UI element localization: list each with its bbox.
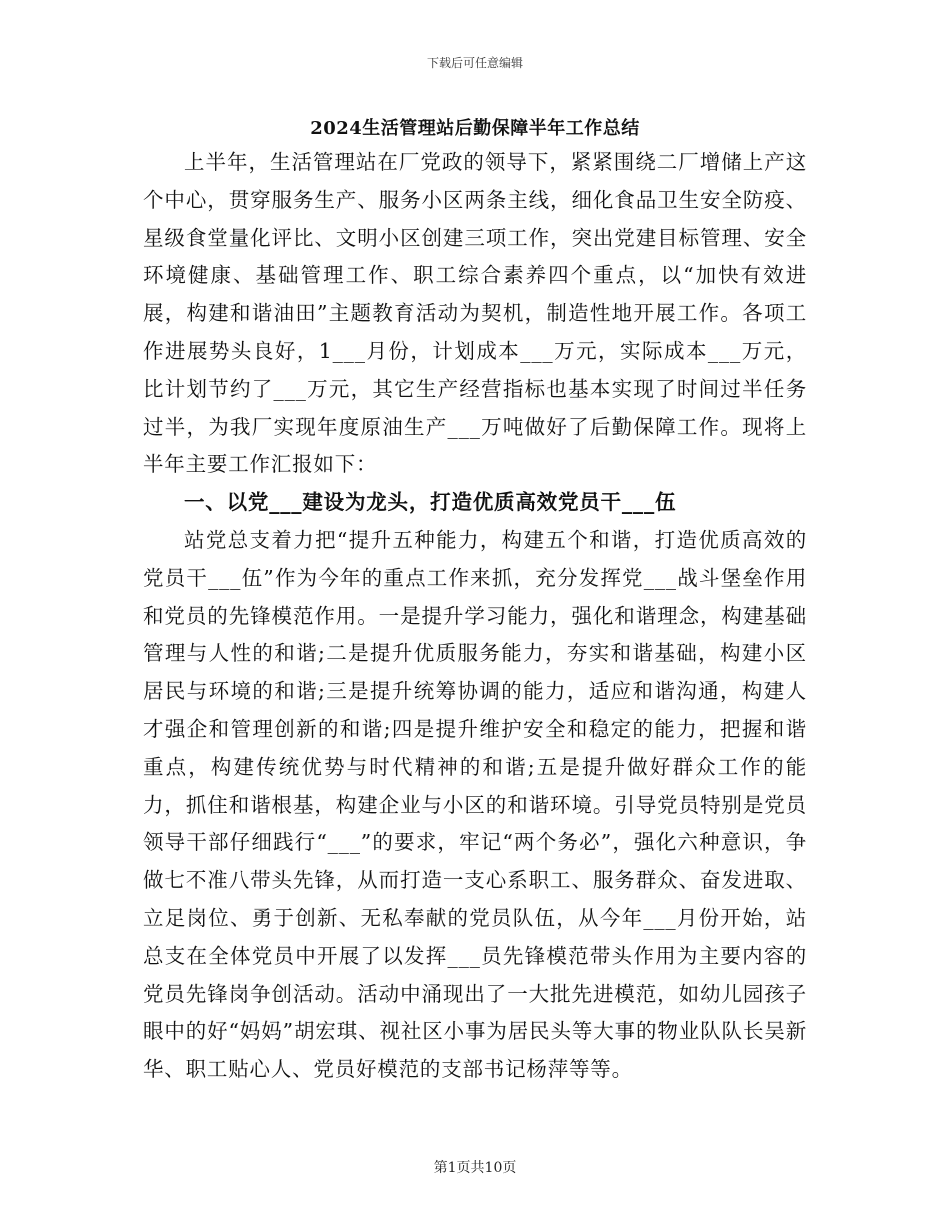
page-number: 第1页共10页 — [433, 1160, 517, 1176]
section-paragraph: 站党总支着力把“提升五种能力，构建五个和谐，打造优质高效的党员干___伍”作为今年的重点工作来抓，充分发挥党___战斗堡垒作用和党员的先锋模范作用。一是提升学习能力，强化和谐理念，构建基础管理与人性的和谐;二是提升优质服务能力，夯实和谐基础，构建小区居民与环境的和谐;三是提升统筹协调的能力，适应和谐沟通，构建人才强企和管理创新的和谐;四是提升维护安全和稳定的能力，把握和谐重点，构建传统优势与时代精神的和谐;五是提升做好群众工作的能力，抓住和谐根基，构建企业与小区的和谐环境。引导党员特别是党员领导干部仔细践行“___”的要求，牢记“两个务必”，强化六种意识，争做七不准八带头先锋，从而打造一支心系职工、服务群众、奋发进取、立足岗位、勇于创新、无私奉献的党员队伍，从今年___月份开始，站总支在全体党员中开展了以发挥___员先锋模范带头作用为主要内容的党员先锋岗争创活动。活动中涌现出了一大批先进模范，如幼儿园孩子眼中的好“妈妈”胡宏琪、视社区小事为居民头等大事的物业队队长吴新华、职工贴心人、党员好模范的支部书记杨萍等等。 — [143, 527, 807, 1082]
document-body — [143, 144, 807, 1089]
document-title: 2024生活管理站后勤保障半年工作总结 — [310, 118, 640, 139]
intro-paragraph: 上半年，生活管理站在厂党政的领导下，紧紧围绕二厂增储上产这个中心，贯穿服务生产、服务小区两条主线，细化食品卫生安全防疫、星级食堂量化评比、文明小区创建三项工作，突出党建目标管理、安全环境健康、基础管理工作、职工综合素养四个重点，以“加快有效进展，构建和谐油田”主题教育活动为契机，制造性地开展工作。各项工作进展势头良好，1___月份，计划成本___万元，实际成本___万元，比计划节约了___万元，其它生产经营指标也基本实现了时间过半任务过半，为我厂实现年度原油生产___万吨做好了后勤保障工作。现将上半年主要工作汇报如下： — [143, 150, 807, 477]
section-heading: 一、以党___建设为龙头，打造优质高效党员干___伍 — [184, 490, 677, 515]
page-header-note: 下载后可任意编辑 — [426, 56, 523, 70]
